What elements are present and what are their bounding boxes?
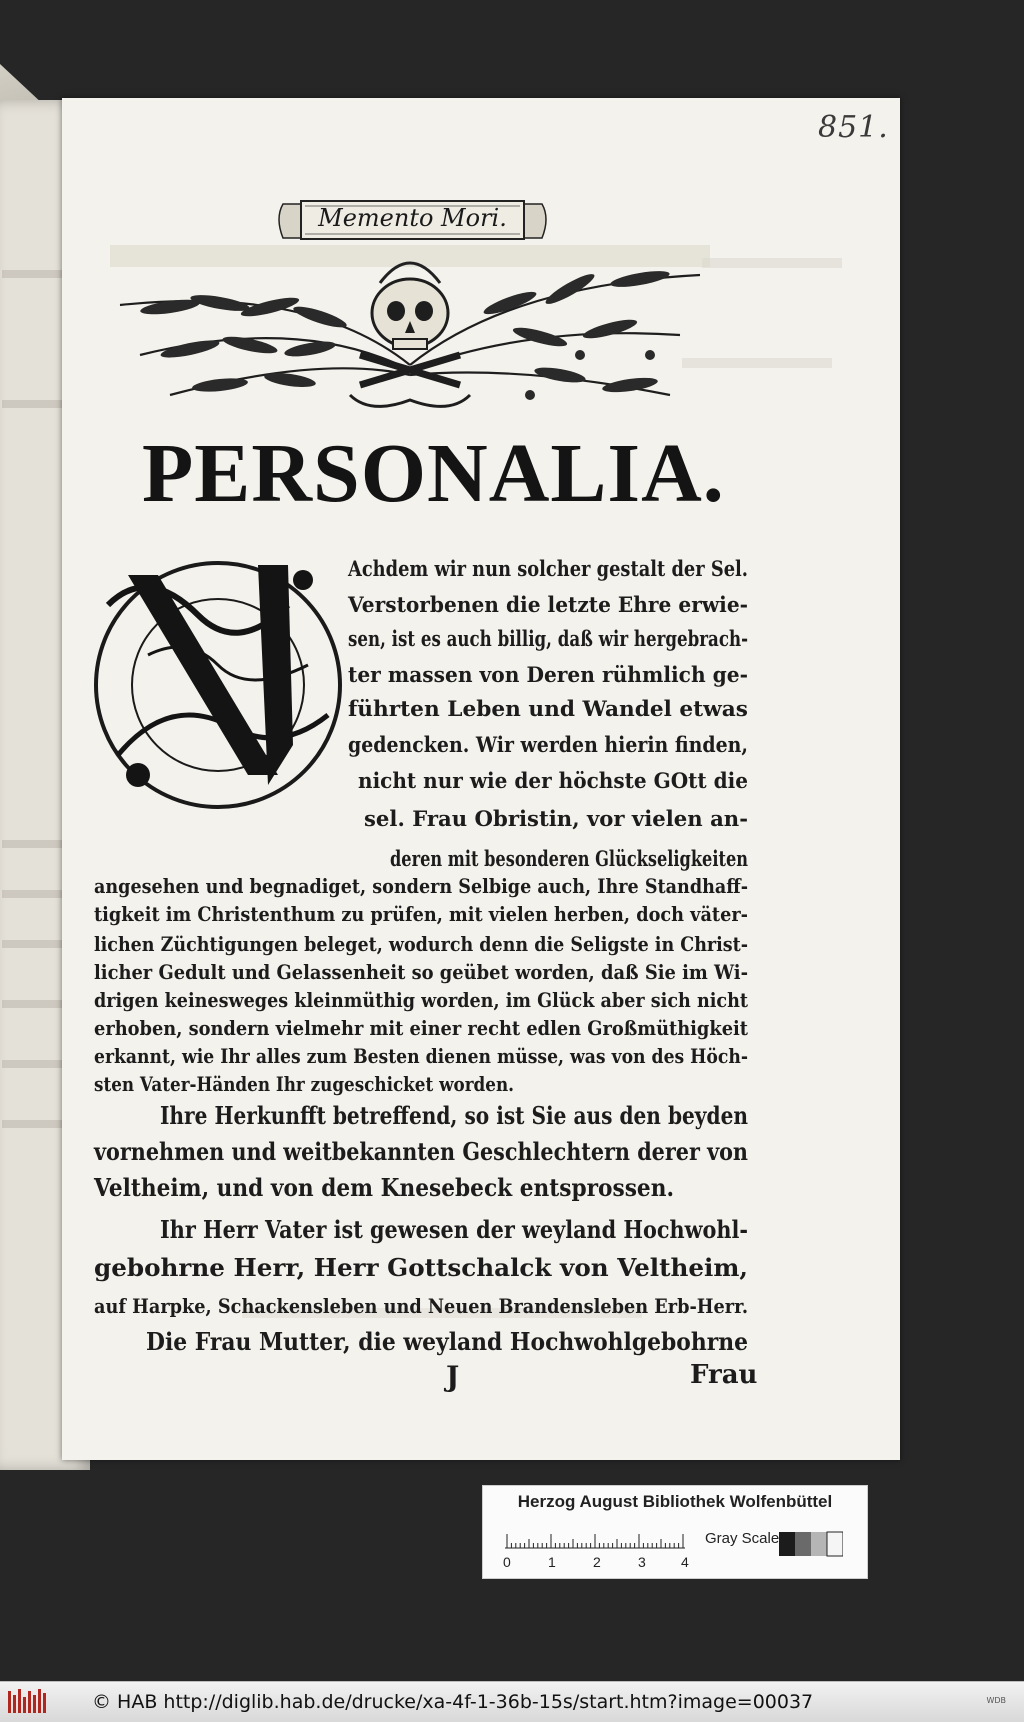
gray-swatches <box>779 1530 843 1558</box>
text-line: angesehen und begnadiget, sondern Selbige auch, Ihre Standhaff- <box>94 874 748 898</box>
text-line: Achdem wir nun solcher gestalt der Sel. <box>348 556 748 581</box>
text-line: Die Frau Mutter, die weyland Hochwohlgebohrne <box>146 1327 748 1356</box>
text-line: sen, ist es auch billig, daß wir hergebrach- <box>348 626 748 651</box>
institution-name: Herzog August Bibliothek Wolfenbüttel <box>517 1492 833 1511</box>
text-line: deren mit besonderen Glückseligkeiten <box>390 846 748 871</box>
text-line: tigkeit im Christenthum zu prüfen, mit vielen herben, doch väter- <box>94 902 748 926</box>
status-bar <box>0 1681 1024 1722</box>
scale-number: 1 <box>548 1554 556 1570</box>
text-line: gedencken. Wir werden hierin finden, <box>348 732 748 757</box>
text-line: führten Leben und Wandel etwas <box>348 696 748 721</box>
scale-number: 4 <box>681 1554 689 1570</box>
text-line: sel. Frau Obristin, vor vielen an- <box>364 806 748 831</box>
text-line: licher Gedult und Gelassenheit so geübet worden, daß Sie im Wi- <box>94 960 748 984</box>
text-line: vornehmen und weitbekannten Geschlechtern derer von <box>94 1137 748 1166</box>
text-line: lichen Züchtigungen beleget, wodurch denn die Seligste in Christ- <box>94 932 748 956</box>
decorated-initial <box>88 545 350 815</box>
skull-laurel-vignette <box>110 245 710 425</box>
copyright-url[interactable]: © HAB http://diglib.hab.de/drucke/xa-4f-1-36b-15s/start.htm?image=00037 <box>92 1691 814 1713</box>
text-line: Ihre Herkunfft betreffend, so ist Sie aus den beyden <box>160 1101 748 1130</box>
text-line: auf Harpke, Schackensleben und Neuen Brandensleben Erb-Herr. <box>94 1294 748 1318</box>
scale-number: 2 <box>593 1554 601 1570</box>
scale-number: 0 <box>503 1554 511 1570</box>
scale-number: 3 <box>638 1554 646 1570</box>
catchword: Frau <box>690 1360 758 1390</box>
color-calibration-card <box>482 1485 868 1579</box>
text-line: erkannt, wie Ihr alles zum Besten dienen müsse, was von des Höch- <box>94 1044 748 1068</box>
folio-number: 851. <box>818 110 889 145</box>
signature-mark: J <box>446 1360 460 1393</box>
text-line: nicht nur wie der höchste GOtt die <box>358 768 748 793</box>
gray-scale-label: Gray Scale <box>705 1530 780 1547</box>
text-line: Veltheim, und von dem Knesebeck entsprossen. <box>94 1173 674 1202</box>
text-line: Verstorbenen die letzte Ehre erwie- <box>348 592 748 617</box>
bleed-through-mark <box>702 258 842 268</box>
text-line: ter massen von Deren rühmlich ge- <box>348 662 748 687</box>
text-line: sten Vater-Händen Ihr zugeschicket worden. <box>94 1072 514 1096</box>
hab-logo-icon <box>8 1689 48 1715</box>
text-line: gebohrne Herr, Herr Gottschalck von Veltheim, <box>94 1253 748 1282</box>
wdb-mark: WDB <box>986 1696 1006 1705</box>
text-line: Ihr Herr Vater ist gewesen der weyland Hochwohl- <box>160 1215 748 1244</box>
ruler-scale <box>505 1528 695 1552</box>
text-line: erhoben, sondern vielmehr mit einer recht edlen Großmüthigkeit <box>94 1016 748 1040</box>
memento-mori-banner <box>275 198 550 244</box>
page-title: PERSONALIA. <box>142 427 725 520</box>
banner-text: Memento Mori. <box>318 204 507 232</box>
text-line: drigen keinesweges kleinmüthig worden, im Glück aber sich nicht <box>94 988 748 1012</box>
